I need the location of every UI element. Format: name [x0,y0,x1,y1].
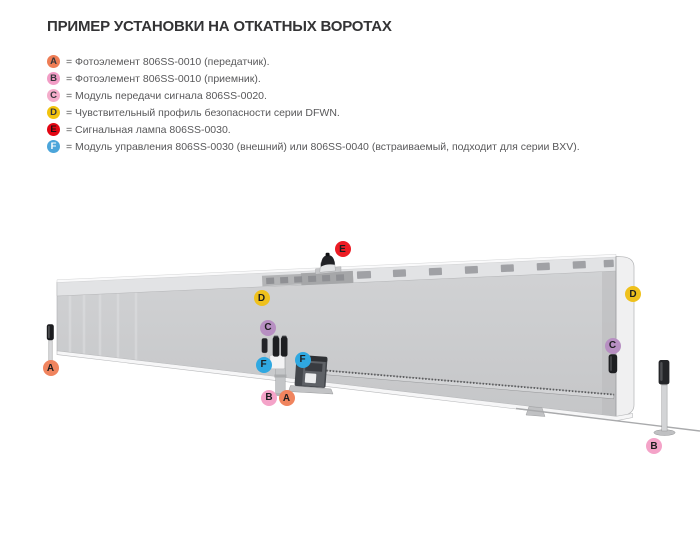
legend-item-b-text: = Фотоэлемент 806SS-0010 (приемник). [66,72,261,85]
legend-item-e [47,121,580,138]
diagram-badge-c-left-signal-module: C [260,320,276,336]
legend-badge-a: A [47,55,60,68]
legend-badge-f: F [47,140,60,153]
signal-module-sensor [262,338,268,353]
diagram-badge-f-control-module-builtin: F [295,352,311,368]
legend-item-f-text: = Модуль управления 806SS-0030 (внешний) или 806SS-0040 (встраиваемый, подходит для серии BXV). [66,140,580,153]
diagram-badge-a-center-photocell: A [279,390,295,406]
legend-badge-b: B [47,72,60,85]
diagram-badge-c-right-signal-module: C [605,338,621,354]
legend-item-c [47,87,580,104]
page-title: ПРИМЕР УСТАНОВКИ НА ОТКАТНЫХ ВОРОТАХ [47,18,392,35]
legend-item-c-text: = Модуль передачи сигнала 806SS-0020. [66,89,267,102]
diagram-badge-e-signal-lamp: E [335,241,351,257]
legend-badge-e: E [47,123,60,136]
diagram-badge-f-control-module-external: F [256,357,272,373]
legend-item-d [47,104,580,121]
diagram-badge-d-left-safety-profile: D [254,290,270,306]
diagram-badge-b-right-photocell: B [646,438,662,454]
control-module-box [270,355,285,369]
legend-item-d-text: = Чувствительный профиль безопасности серии DFWN. [66,106,340,119]
diagram-badge-a-left-photocell: A [43,360,59,376]
legend-badge-c: C [47,89,60,102]
legend-item-b [47,70,580,87]
gate-photocell-right [609,354,618,373]
legend-badge-d: D [47,106,60,119]
legend-item-a-text: = Фотоэлемент 806SS-0010 (передатчик). [66,55,270,68]
legend-item-f [47,138,580,155]
diagram-badge-d-right-safety-profile: D [625,286,641,302]
legend [47,53,580,155]
signal-lamp [316,253,342,274]
photocell-receiver-post [654,360,675,436]
legend-item-a [47,53,580,70]
gate-end-cap [616,257,634,418]
legend-item-e-text: = Сигнальная лампа 806SS-0030. [66,123,231,136]
diagram-badge-b-center-photocell: B [261,390,277,406]
